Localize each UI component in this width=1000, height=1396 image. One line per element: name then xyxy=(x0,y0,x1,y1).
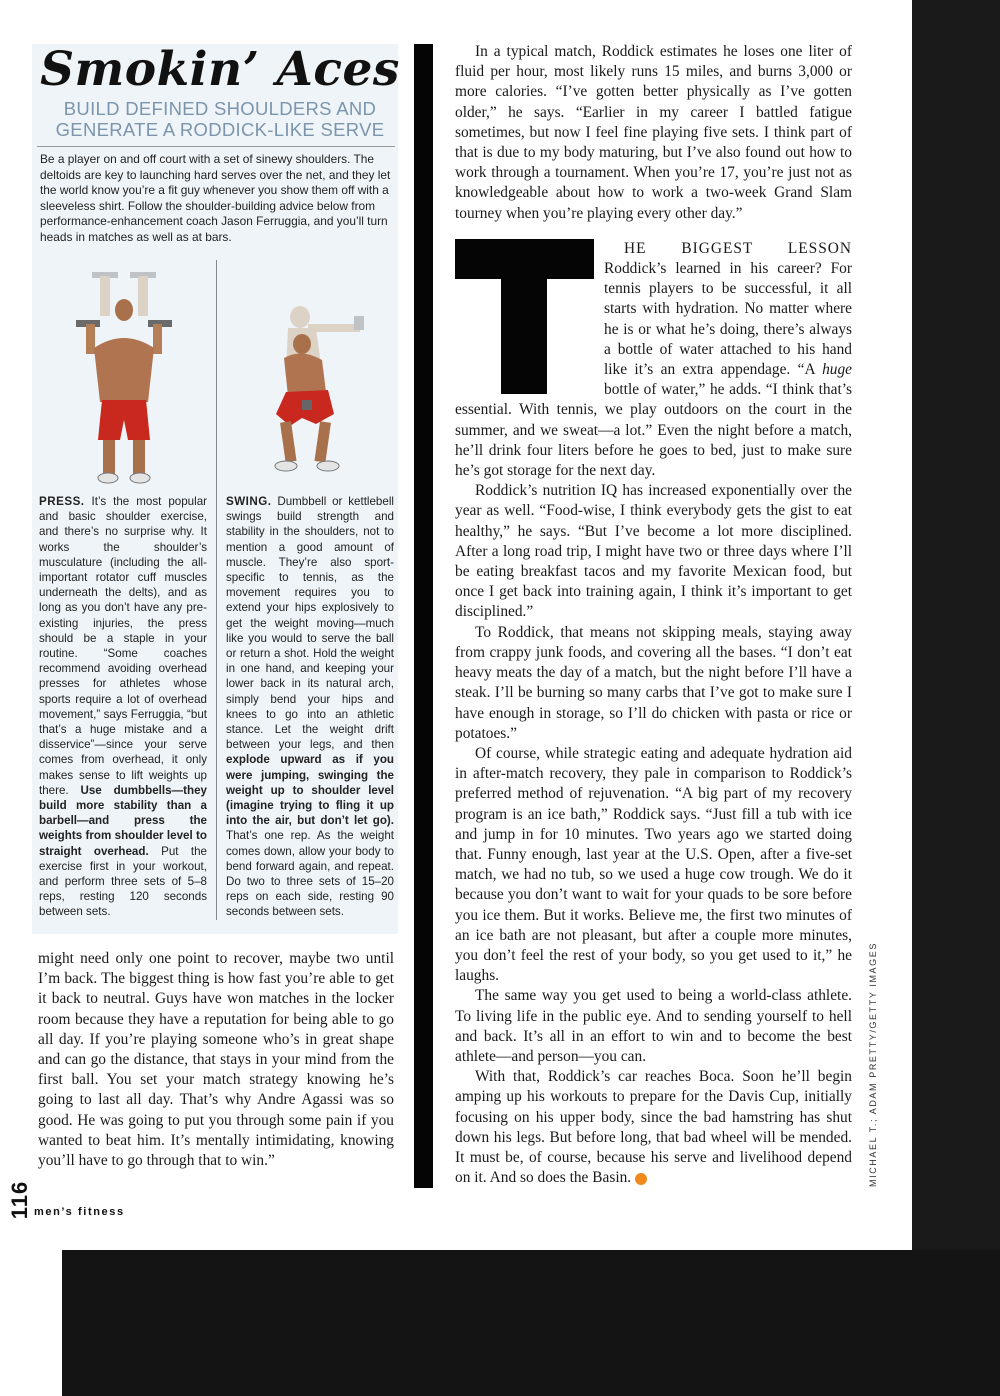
vertical-black-bar xyxy=(414,44,433,1188)
sidebar-column-divider xyxy=(216,260,217,920)
right-paragraph-2-emphasis: huge xyxy=(822,361,852,379)
subtitle-line-1: BUILD DEFINED SHOULDERS AND xyxy=(63,98,377,119)
right-paragraph-2b: bottle of water,” he adds. “I think that’s essential. With tennis, we play outdoors on the court in the summer, and we sweat—a lot.” Even the night before a match, he’ll drink four liters before he goes to bed, just to make sure he’s got storage for the next day. xyxy=(455,381,852,480)
right-paragraph-1: In a typical match, Roddick estimates he loses one liter of fluid per hour, most likely runs 15 miles, and burns 3,000 or more calories. “I’ve gotten better physically as I’ve gotten older,” he says. “Earlier in my career I battled fatigue sometimes, but now I feel fine playing five sets. I think part of that is due to my body maturing, but I’ve also found out how to work through a tournament. When you’re 17, you’re just not as knowledgeable about how to work a two-week Grand Slam tourney when you’re playing every other day.” xyxy=(455,43,852,222)
page-edge-bottom xyxy=(62,1250,1000,1396)
right-paragraph-3: Roddick’s nutrition IQ has increased exponentially over the year as well. “Food-wise, I think everybody gets the gist to eat healthy,” he says. “But I’ve become a lot more disciplined. After a long road trip, I might have two or three days where I’ll be eating breakfast tacos and my favorite Mexican food, but once I get back into training again, I think it’s important to get disciplined.” xyxy=(455,482,852,621)
page-edge-right xyxy=(912,0,1000,1396)
section-break xyxy=(455,224,852,239)
swing-text: Dumbbell or kettlebell swings build strength and stability in the shoulders, not to mention a good amount of muscle. They’re also sport-specific to tennis, as the movement requires you to extend your hips explosively to get the weight moving—much like you would to serve the ball or return a shot. Hold the weight in one hand, and keeping your lower back in its natural arch, simply bend your hips and knees to go into an athletic stance. Let the weight drift between your legs, and then xyxy=(226,495,394,752)
swing-bold-text: explode upward as if you were jumping, swinging the weight up to shoulder level (imagine trying to fling it up into the air, but don’t let go). xyxy=(226,753,394,828)
sidebar-intro: Be a player on and off court with a set of sinewy shoulders. The deltoids are key to launching hard serves over the net, and they let the world know you’re a fit guy whenever you show them off with a sleeveless shirt. Follow the shoulder-building advice below from performance-enhancement coach Jason Ferruggia, and you’ll turn heads in matches as well as at bars. xyxy=(40,152,391,244)
press-text: It’s the most popular and basic shoulder exercise, and there’s no surprise why. It works the shoulder’s musculature (including the all-important rotator cuff muscles underneath the delts), and as long as you don’t have any pre-existing injuries, the press should be a staple in your routine. “Some coaches recommend avoiding overhead presses for athletes whose sports require a lot of overhead movement,” says Ferruggia, “but that’s a huge mistake and a disservice”—since your serve comes from overhead, it only makes sense to lift weights up there. xyxy=(39,495,207,797)
dropcap-paragraph xyxy=(455,239,852,481)
right-paragraph-2a: Roddick’s learned in his career? For tennis players to be successful, it all starts with hydration. No matter where he is or what he’s doing, there’s always a bottle of water attached to his hand like it’s an extra appendage. “A xyxy=(604,260,852,379)
page-edge-corner xyxy=(0,1255,62,1396)
right-column-text xyxy=(455,42,852,1188)
page-number: 116 xyxy=(7,1180,32,1220)
sidebar-title: Smokin’ Aces xyxy=(40,42,400,97)
sidebar-rule xyxy=(37,146,395,147)
left-column-text xyxy=(38,949,394,1171)
right-paragraph-5: Of course, while strategic eating and adequate hydration aid in after-match recovery, they pale in comparison to Roddick’s preferred method of rejuvenation. “A big part of my recovery program is an ice bath,” Roddick says. “Just fill a tub with ice and jump in for 10 minutes. Two years ago we started doing that. Funny enough, last year at the U.S. Open, after a five-set match, we had no tub, so we used a huge cow trough. We do it because you don’t want to wait for your quads to be sore before you ice them. But it works. Believe me, the first two minutes of an ice bath are not pleasant, but after a couple more minutes, you don’t feel the rest of your body, so you get used to it,” he laughs. xyxy=(455,744,852,985)
subtitle-line-2: GENERATE A RODDICK-LIKE SERVE xyxy=(55,119,385,140)
right-paragraph-7-text: With that, Roddick’s car reaches Boca. Soon he’ll begin amping up his workouts to prepare for the Davis Cup, initially focusing on his upper body, since the bad hamstring has shut down his legs. But before long, that bad wheel will be mended. It must be, of course, because his serve and livelihood depend on it. And so does the Basin. xyxy=(455,1068,852,1187)
left-paragraph: might need only one point to recover, maybe two until I’m back. The biggest thing is how fast you’re able to get it back to neutral. Guys have won matches in the locker room because they have a reputation for being able to go all day. If you’re playing someone who’s in great shape and can go the distance, that stays in your mind from the first ball. You set your match strategy knowing he’s going to last all day. That’s why Andre Agassi was so good. He was going to put you through some pain if you wanted to beat him. It’s mentally intimidating, knowing you’ll have to go through that to win.” xyxy=(38,950,394,1170)
swing-text-end: That’s one rep. As the weight comes down, allow your body to bend forward again, and repeat. Do two to three sets of 15–20 reps on each side, resting 90 seconds between sets. xyxy=(226,829,394,919)
press-heading: PRESS. xyxy=(39,495,85,508)
swing-description xyxy=(226,494,394,920)
sidebar-subtitle xyxy=(40,98,400,140)
swing-heading: SWING. xyxy=(226,495,272,508)
press-description xyxy=(39,494,207,920)
end-mark-icon: MF xyxy=(635,1173,647,1185)
swing-exercise-photo xyxy=(230,262,395,492)
right-paragraph-6: The same way you get used to being a world-class athlete. To living life in the public eye. And to sending yourself to hell and back. It’s all in an effort to win and to become the best athlete—and person—you can. xyxy=(455,987,852,1065)
drop-cap-letter xyxy=(455,239,594,394)
photo-credit: MICHAEL T.; ADAM PRETTY/GETTY IMAGES xyxy=(868,942,878,1187)
press-text-end: Put the exercise first in your workout, and perform three sets of 5–8 reps, resting 120 seconds between sets. xyxy=(39,844,207,919)
magazine-name: men’s fitness xyxy=(34,1206,125,1218)
press-exercise-photo xyxy=(42,262,207,492)
press-bold-text: Use dumbbells—they build more stability than a barbell—and press the weights from shoulder level to straight overhead. xyxy=(39,783,207,858)
right-paragraph-4: To Roddick, that means not skipping meals, staying away from crappy junk foods, and covering all the bases. “I don’t eat heavy meats the day of a match, but the night before I’ll have a steak. I’ll be burning so many carbs that I’ve got to make sure I have enough in storage, so I’ll do chicken with pasta or rice or potatoes.” xyxy=(455,623,852,742)
dropcap-lead-in: HE BIGGEST LESSON xyxy=(624,239,852,257)
right-paragraph-7 xyxy=(455,1067,852,1188)
